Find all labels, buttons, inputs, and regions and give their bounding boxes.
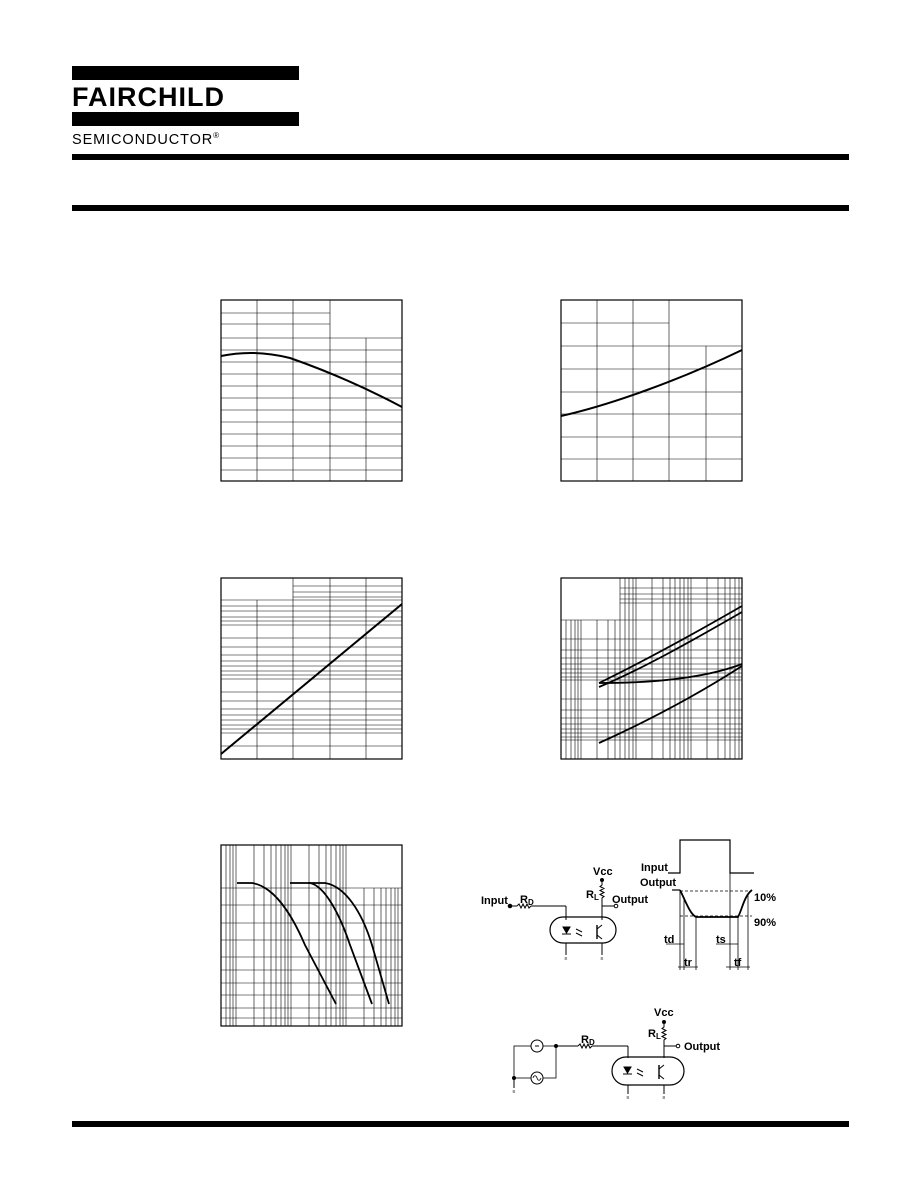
graph-2 [561, 300, 742, 481]
pct90-label: 90% [754, 917, 777, 929]
wave-input-label: Input [641, 862, 668, 874]
output-waveform [680, 890, 752, 917]
rd-label: RD [520, 894, 534, 907]
tf-label: tf [734, 957, 742, 969]
vcc-label-2: Vcc [654, 1007, 674, 1019]
rl-label: RL [586, 889, 599, 902]
graph-4-curves [599, 606, 742, 743]
graph-2-grid [561, 300, 742, 481]
rd-label-2: RD [581, 1034, 595, 1047]
vcc-label: Vcc [593, 866, 613, 878]
registered-mark: ® [213, 131, 220, 140]
output-label: Output [612, 894, 649, 906]
resistor-rl-2 [662, 1024, 666, 1043]
input-label: Input [481, 895, 508, 907]
led-icon [563, 927, 570, 933]
company-logo: FAIRCHILD [72, 82, 225, 112]
graph-1-grid [221, 300, 402, 481]
graph-5-curves [237, 883, 389, 1004]
output-label-2: Output [684, 1041, 721, 1053]
svg-text:≡: ≡ [662, 1095, 666, 1101]
switching-circuit-labels [481, 866, 648, 907]
graph-3 [221, 578, 402, 759]
ts-label: ts [716, 934, 726, 946]
input-waveform [668, 840, 754, 873]
logo-subtitle-text: SEMICONDUCTOR [72, 131, 214, 148]
footer-rule [72, 1121, 849, 1127]
switching-circuit [508, 879, 618, 963]
pct10-label: 10% [754, 892, 777, 904]
graph-4 [561, 578, 742, 759]
graph-1-curve [221, 353, 402, 407]
graph-5-grid [221, 845, 402, 1026]
wave-output-label: Output [640, 877, 677, 889]
graph-2-curve [561, 350, 742, 416]
led-icon-2 [624, 1067, 631, 1073]
optocoupler-2 [612, 1057, 684, 1085]
svg-text:≡: ≡ [564, 956, 568, 962]
graph-1 [221, 300, 402, 481]
waveform-diagram [666, 840, 754, 970]
graph-4-grid [561, 578, 742, 759]
tr-label: tr [684, 957, 692, 969]
rl-label-2: RL [648, 1028, 661, 1041]
resistor-rl [600, 882, 604, 901]
td-label: td [664, 934, 675, 946]
svg-text:≡: ≡ [600, 956, 604, 962]
svg-text:≡: ≡ [626, 1095, 630, 1101]
optocoupler [550, 917, 616, 943]
svg-text:≡: ≡ [512, 1089, 516, 1095]
graph-5 [221, 845, 402, 1026]
waveform-labels [640, 862, 776, 969]
